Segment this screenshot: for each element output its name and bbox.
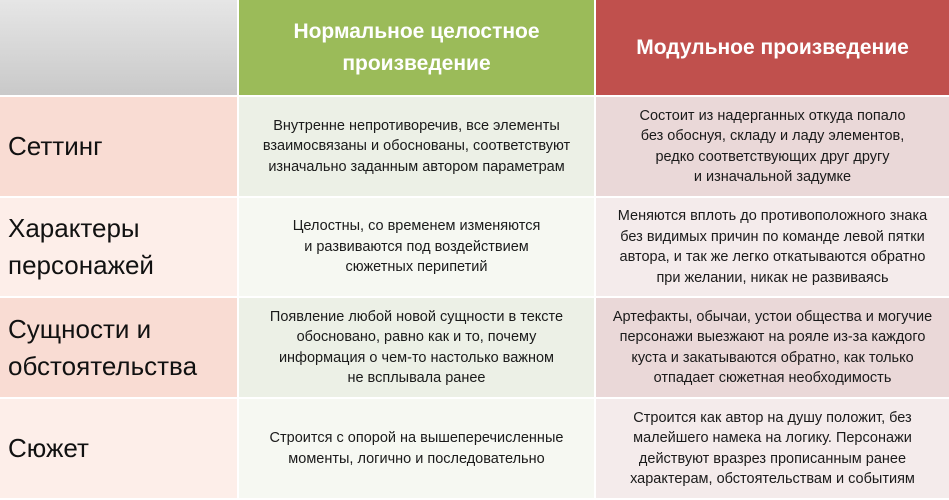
cell-modular-characters: Меняются вплоть до противоположного знака без видимых причин по команде левой пятки автора, и так же легко откатываются обратно при желании, никак не развиваясь — [596, 198, 949, 298]
row-label-entities: Сущности и обстоятельства — [0, 298, 239, 399]
column-header-normal: Нормальное целостное произведение — [239, 0, 596, 97]
cell-normal-plot: Строится с опорой на вышеперечисленные моменты, логично и последовательно — [239, 399, 596, 500]
cell-modular-entities: Артефакты, обычаи, устои общества и могучие персонажи выезжают на рояле из-за каждого куста и закатываются обратно, как только отпадает сюжетная необходимость — [596, 298, 949, 399]
header-corner — [0, 0, 239, 97]
row-label-plot: Сюжет — [0, 399, 239, 500]
row-label-characters: Характеры персонажей — [0, 198, 239, 298]
column-header-modular: Модульное произведение — [596, 0, 949, 97]
row-label-setting: Сеттинг — [0, 97, 239, 198]
cell-modular-plot: Строится как автор на душу положит, без малейшего намека на логику. Персонажи действуют вразрез прописанным ранее характерам, обстоятельствам и событиям — [596, 399, 949, 500]
cell-normal-characters: Целостны, со временем изменяются и развиваются под воздействием сюжетных перипетий — [239, 198, 596, 298]
cell-normal-entities: Появление любой новой сущности в тексте обосновано, равно как и то, почему информация о чем-то настолько важном не всплывала ранее — [239, 298, 596, 399]
cell-normal-setting: Внутренне непротиворечив, все элементы взаимосвязаны и обоснованы, соответствуют изначально заданным автором параметрам — [239, 97, 596, 198]
cell-modular-setting: Состоит из надерганных откуда попало без обоснуя, складу и ладу элементов, редко соответствующих друг другу и изначальной задумке — [596, 97, 949, 198]
